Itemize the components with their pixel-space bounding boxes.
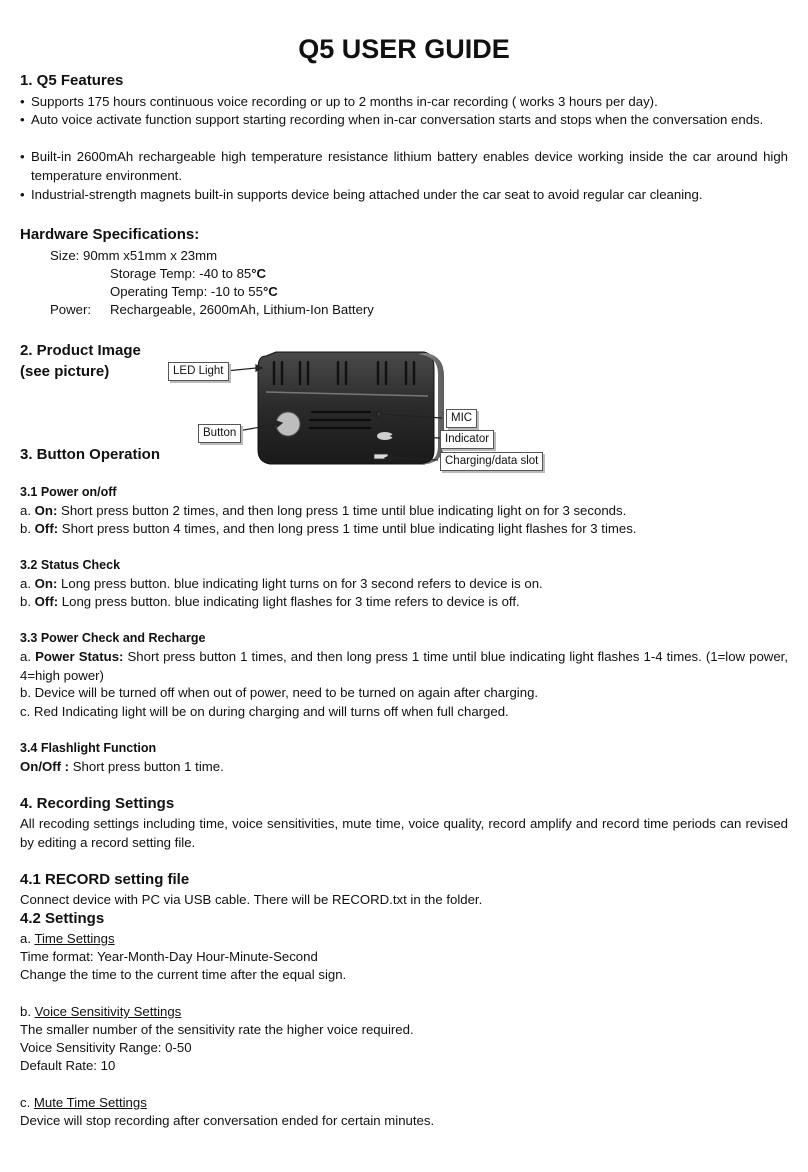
record-file-heading: 4.1 RECORD setting file	[20, 871, 190, 888]
record-file-text: Connect device with PC via USB cable. There will be RECORD.txt in the folder.	[20, 892, 483, 907]
mute-time-title: c. Mute Time Settings	[20, 1095, 147, 1110]
charging-light-note: c. Red Indicating light will be on during charging and will turns off when full charged.	[20, 704, 509, 719]
callout-led-light: LED Light	[168, 362, 229, 381]
settings-heading: 4.2 Settings	[20, 910, 105, 927]
recording-settings-heading: 4. Recording Settings	[20, 795, 175, 812]
spec-power-value: Rechargeable, 2600mAh, Lithium-Ion Battery	[110, 302, 374, 317]
power-check-heading: 3.3 Power Check and Recharge	[20, 631, 206, 645]
callout-charging-slot: Charging/data slot	[440, 452, 543, 471]
bullet-dot: •	[20, 112, 25, 127]
voice-sensitivity-title: b. Voice Sensitivity Settings	[20, 1004, 182, 1019]
product-image-heading: 2. Product Image	[20, 342, 141, 359]
callout-button: Button	[198, 424, 241, 443]
spec-storage-temp: Storage Temp: -40 to 85°C	[110, 266, 267, 281]
feature-bullet: • Built-in 2600mAh rechargeable high temperature resistance lithium battery enables device working inside the car around high temperature environment.	[20, 149, 788, 183]
power-on-line: a. On: Short press button 2 times, and then long press 1 time until blue indicating light on for 3 seconds.	[20, 503, 627, 518]
power-status-line: a. Power Status: Short press button 1 times, and then long press 1 time until blue indicating light flashes 1-4 times. (1=low power, 4=high power)	[20, 649, 788, 683]
product-image-subheading: (see picture)	[20, 363, 110, 380]
voice-sensitivity-range: Voice Sensitivity Range: 0-50	[20, 1040, 192, 1055]
recording-settings-text: All recoding settings including time, voice sensitivities, mute time, voice quality, record amplify and record time periods can revised by editing a record setting file.	[20, 816, 788, 850]
power-onoff-heading: 3.1 Power on/off	[20, 485, 117, 499]
spec-operating-temp: Operating Temp: -10 to 55°C	[110, 284, 278, 299]
flashlight-line: On/Off : Short press button 1 time.	[20, 759, 224, 774]
mute-time-line: Device will stop recording after conversation ended for certain minutes.	[20, 1113, 435, 1128]
bullet-dot: •	[20, 187, 25, 202]
callout-indicator: Indicator	[440, 430, 494, 449]
time-format-line: Time format: Year-Month-Day Hour-Minute-Second	[20, 949, 318, 964]
flashlight-heading: 3.4 Flashlight Function	[20, 741, 157, 755]
feature-bullet: • Industrial-strength magnets built-in supports device being attached under the car seat to avoid regular car cleaning.	[20, 186, 788, 205]
voice-sensitivity-line1: The smaller number of the sensitivity rate the higher voice required.	[20, 1022, 414, 1037]
status-check-heading: 3.2 Status Check	[20, 558, 121, 572]
product-figure	[166, 348, 546, 474]
power-off-line: b. Off: Short press button 4 times, and then long press 1 time until blue indicating light flashes for 3 times.	[20, 521, 637, 536]
time-settings-title: a. Time Settings	[20, 931, 115, 946]
spec-size: Size: 90mm x51mm x 23mm	[50, 248, 218, 263]
feature-bullet: • Auto voice activate function support starting recording when in-car conversation starts and stops when the conversation ends.	[20, 111, 788, 130]
features-heading: 1. Q5 Features	[20, 72, 124, 89]
voice-sensitivity-default: Default Rate: 10	[20, 1058, 116, 1073]
bullet-dot: •	[20, 149, 25, 164]
callout-mic: MIC	[446, 409, 477, 428]
time-change-line: Change the time to the current time after the equal sign.	[20, 967, 347, 982]
spec-power-label: Power:	[50, 302, 92, 317]
page-title: Q5 USER GUIDE	[298, 34, 510, 64]
feature-bullet: • Supports 175 hours continuous voice recording or up to 2 months in-car recording ( works 3 hours per day).	[20, 93, 788, 112]
button-operation-heading: 3. Button Operation	[20, 446, 160, 463]
status-off-line: b. Off: Long press button. blue indicating light flashes for 3 time refers to device is off.	[20, 594, 520, 609]
power-off-note: b. Device will be turned off when out of power, need to be turned on again after charging.	[20, 685, 539, 700]
hardware-heading: Hardware Specifications:	[20, 226, 200, 243]
status-on-line: a. On: Long press button. blue indicating light turns on for 3 second refers to device is on.	[20, 576, 543, 591]
bullet-dot: •	[20, 94, 25, 109]
